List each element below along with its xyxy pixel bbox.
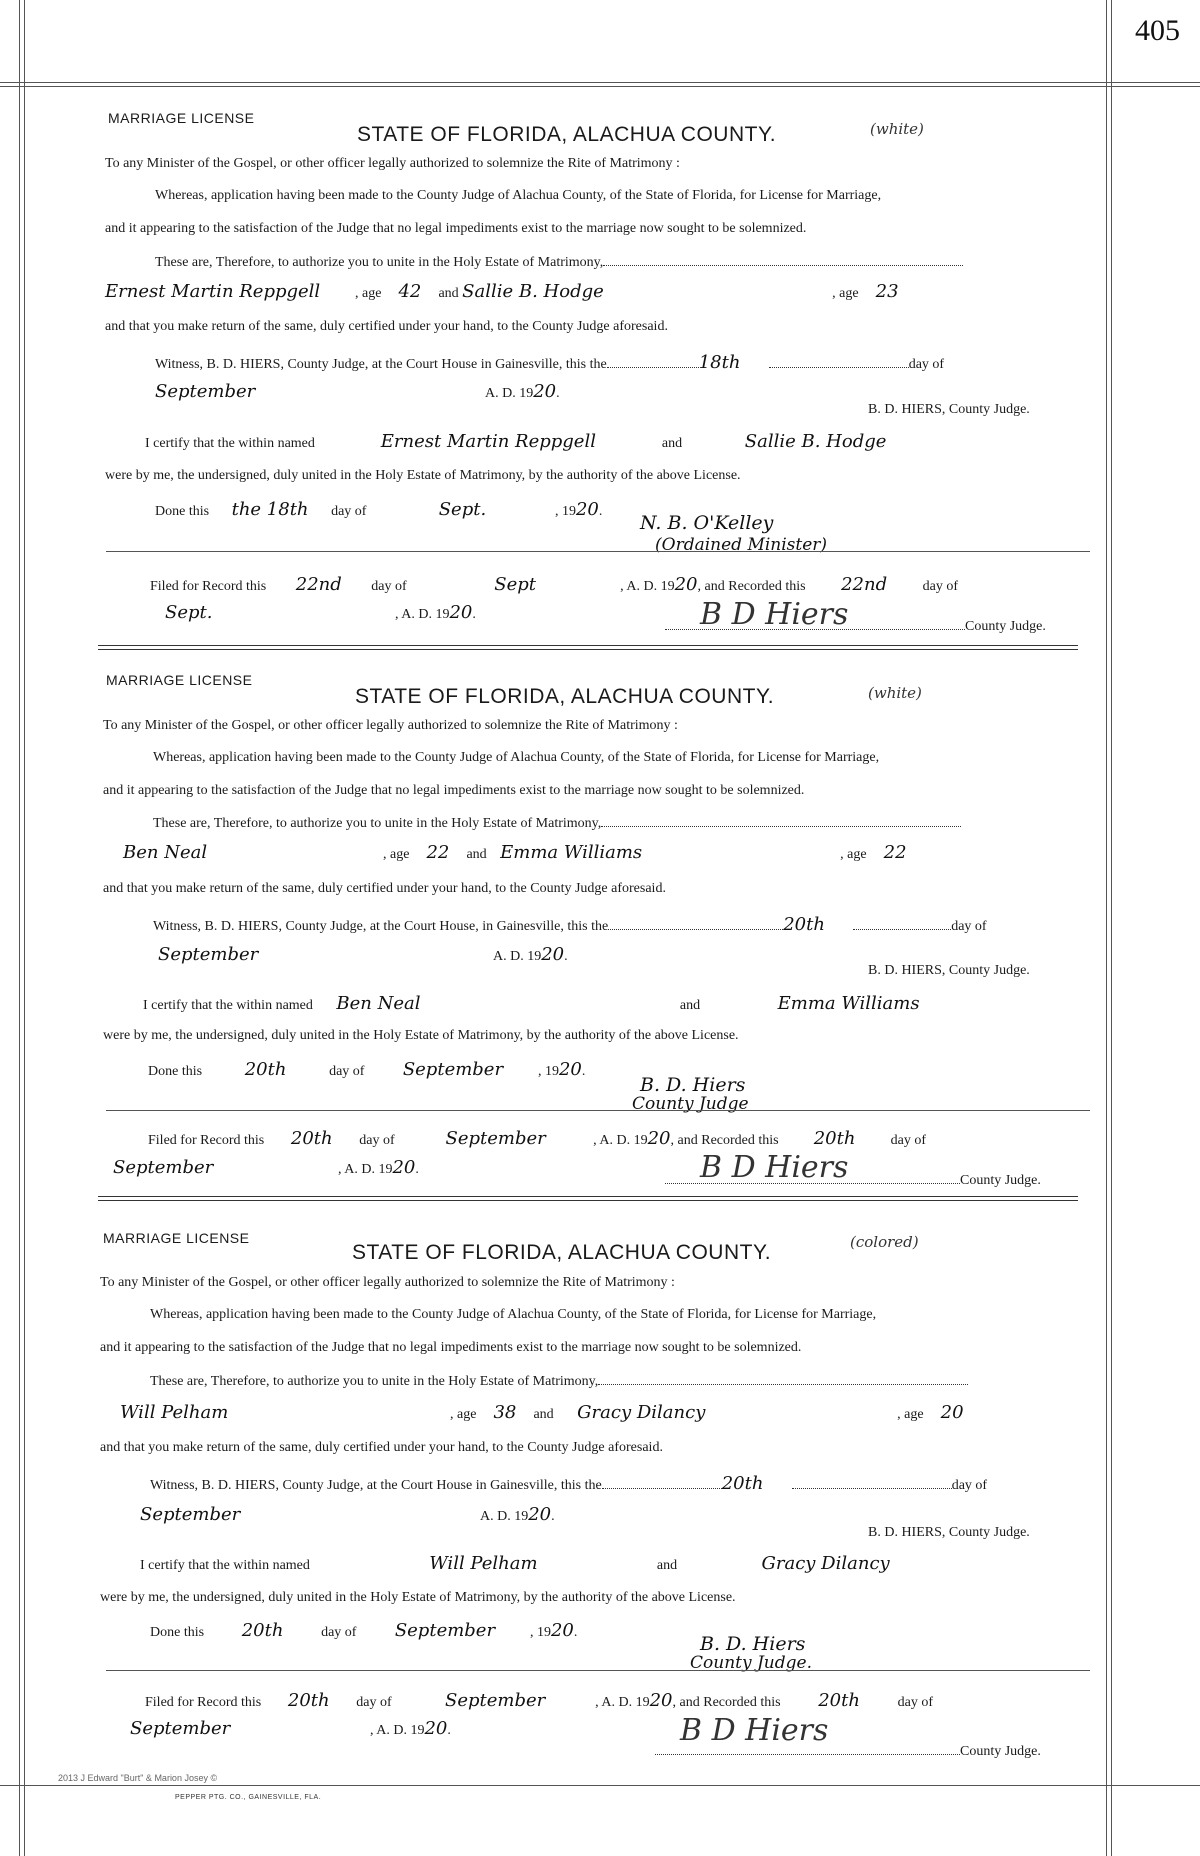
- header-rule: [0, 82, 1200, 83]
- recorded-day: 20th: [818, 1690, 860, 1711]
- recorded-month: September: [113, 1157, 214, 1178]
- certify-line: [145, 431, 946, 452]
- these-are-text: [153, 814, 961, 832]
- certify-line: [140, 1553, 971, 1574]
- day-of: day of: [356, 1695, 392, 1710]
- appearing-text: and it appearing to the satisfaction of the Judge that no legal impediments exist to the marriage now sought to be solemnized.: [100, 1340, 802, 1355]
- filed-label: Filed for Record this: [148, 1133, 265, 1148]
- groom-age: 38: [493, 1402, 517, 1423]
- day-of: day of: [897, 1695, 933, 1710]
- officiant-signature: N. B. O'Kelley: [640, 512, 774, 534]
- witness-day: 20th: [721, 1473, 764, 1494]
- and-label: and: [533, 1407, 554, 1422]
- page-number: 405: [1135, 14, 1180, 47]
- day-of: day of: [890, 1133, 926, 1148]
- witness-text: Witness, B. D. HIERS, County Judge, at the Court House in Gainesville, this the: [155, 357, 607, 372]
- whereas-text: Whereas, application having been made to the County Judge of Alachua County, of the State of Florida, for License for Marriage,: [150, 1307, 877, 1322]
- witness-month: September: [140, 1504, 241, 1525]
- judge-title: B. D. HIERS, County Judge.: [868, 963, 1030, 978]
- parties-line: [100, 1402, 977, 1423]
- appearing-text: and it appearing to the satisfaction of the Judge that no legal impediments exist to the marriage now sought to be solemnized.: [103, 783, 805, 798]
- day-of: day of: [908, 357, 945, 372]
- groom-name: Ernest Martin Reppgell: [105, 281, 321, 302]
- cert-groom: Will Pelham: [429, 1553, 538, 1574]
- by-me-text: were by me, the undersigned, duly united in the Holy Estate of Matrimony, by the authority of the above License.: [105, 468, 741, 483]
- officiant-title: (Ordained Minister): [655, 535, 828, 555]
- judge-signature: B D Hiers: [680, 1713, 829, 1748]
- bride-age: 23: [875, 281, 899, 302]
- return-text: and that you make return of the same, duly certified under your hand, to the County Judge aforesaid.: [105, 319, 668, 334]
- header-rule-2: [0, 86, 1200, 87]
- filed-month: September: [445, 1128, 546, 1149]
- age-label: , age: [383, 847, 410, 862]
- day-of: day of: [321, 1625, 357, 1640]
- whereas-text: Whereas, application having been made to the County Judge of Alachua County, of the State of Florida, for License for Marriage,: [153, 750, 880, 765]
- ad-label: A. D. 19: [480, 1509, 529, 1524]
- witness-line: [155, 352, 944, 373]
- salutation: To any Minister of the Gospel, or other officer legally authorized to solemnize the Rite of Matrimony :: [103, 718, 678, 733]
- day-of: day of: [331, 504, 367, 519]
- these-are-text: [155, 253, 963, 271]
- day-of: day of: [922, 579, 958, 594]
- recorded-date-line: September , A. D. 1920.: [103, 1157, 419, 1178]
- bride-name: Emma Williams: [500, 842, 643, 863]
- witness-text: Witness, B. D. HIERS, County Judge, at the Court House in Gainesville, this the: [150, 1478, 602, 1493]
- copyright-watermark: 2013 J Edward "Burt" & Marion Josey ©: [58, 1773, 218, 1783]
- recorded-day: 22nd: [841, 574, 888, 595]
- these-are-text: [150, 1372, 968, 1390]
- filed-line: Filed for Record this 20th day of September , A. D. 1920, and Recorded this 20th day of: [148, 1128, 926, 1149]
- done-label: Done this: [148, 1064, 203, 1079]
- filed-year: 20: [649, 1690, 673, 1711]
- license-separator: [98, 1196, 1078, 1201]
- cert-bride: Sallie B. Hodge: [744, 431, 887, 452]
- by-me-text: were by me, the undersigned, duly united in the Holy Estate of Matrimony, by the authority of the above License.: [100, 1590, 736, 1605]
- done-line: Done this 20th day of September , 1920.: [148, 1059, 586, 1080]
- filed-line: Filed for Record this 20th day of September , A. D. 1920, and Recorded this 20th day of: [145, 1690, 933, 1711]
- margin-rule-right-2: [1111, 0, 1112, 1856]
- county-judge-line: [655, 1742, 1041, 1760]
- recorded-date-line: September , A. D. 1920.: [100, 1718, 451, 1739]
- recorded-year: 20: [424, 1718, 448, 1739]
- recorded-month: September: [130, 1718, 231, 1739]
- age-label: , age: [832, 286, 859, 301]
- bride-name: Sallie B. Hodge: [462, 281, 604, 302]
- bride-age: 20: [940, 1402, 964, 1423]
- witness-year: 20: [528, 1504, 552, 1525]
- officiant-signature: B. D. Hiers: [640, 1074, 746, 1096]
- and-label: and: [466, 847, 487, 862]
- filed-label: Filed for Record this: [150, 579, 267, 594]
- license-label: MARRIAGE LICENSE: [108, 110, 255, 126]
- bride-age: 22: [883, 842, 907, 863]
- parties-line: [105, 281, 912, 302]
- margin-rule-left: [19, 0, 20, 1856]
- footer-rule: [0, 1785, 1200, 1786]
- witness-day: 18th: [698, 352, 741, 373]
- witness-line: [150, 1473, 987, 1494]
- done-label: Done this: [155, 504, 210, 519]
- whereas-text: Whereas, application having been made to the County Judge of Alachua County, of the State of Florida, for License for Marriage,: [155, 188, 882, 203]
- county-judge-line: [665, 1171, 1041, 1189]
- witness-date-line: September A. D. 1920.: [105, 381, 560, 402]
- officiant-title: County Judge.: [690, 1653, 812, 1673]
- by-me-text: were by me, the undersigned, duly united in the Holy Estate of Matrimony, by the authority of the above License.: [103, 1028, 739, 1043]
- these-are-label: These are, Therefore, to authorize you to unite in the Holy Estate of Matrimony,: [150, 1374, 599, 1389]
- return-text: and that you make return of the same, duly certified under your hand, to the County Judge aforesaid.: [103, 881, 666, 896]
- cert-bride: Gracy Dilancy: [761, 1553, 890, 1574]
- license-label: MARRIAGE LICENSE: [106, 672, 253, 688]
- day-of: day of: [371, 579, 407, 594]
- recorded-date-line: Sept. , A. D. 1920.: [105, 602, 476, 623]
- groom-name: Ben Neal: [123, 842, 208, 863]
- filed-line: Filed for Record this 22nd day of Sept , A. D. 1920, and Recorded this 22nd day of: [150, 574, 958, 595]
- filed-year: 20: [647, 1128, 671, 1149]
- printer-imprint: PEPPER PTG. CO., GAINESVILLE, FLA.: [175, 1794, 322, 1801]
- recorded-day: 20th: [813, 1128, 856, 1149]
- salutation: To any Minister of the Gospel, or other officer legally authorized to solemnize the Rite of Matrimony :: [100, 1275, 675, 1290]
- recorded-label: , and Recorded this: [672, 1695, 781, 1710]
- judge-signature: B D Hiers: [700, 1150, 849, 1185]
- state-heading: STATE OF FLORIDA, ALACHUA COUNTY.: [355, 685, 775, 708]
- groom-name: Will Pelham: [120, 1402, 229, 1423]
- day-of: day of: [951, 1478, 988, 1493]
- certify-text: I certify that the within named: [140, 1558, 310, 1573]
- license-separator: [98, 645, 1078, 650]
- witness-month: September: [158, 944, 259, 965]
- judge-title: B. D. HIERS, County Judge.: [868, 402, 1030, 417]
- county-judge-label: County Judge.: [965, 619, 1046, 634]
- recorded-label: , and Recorded this: [670, 1133, 779, 1148]
- salutation: To any Minister of the Gospel, or other officer legally authorized to solemnize the Rite of Matrimony :: [105, 156, 680, 171]
- done-month: Sept.: [438, 499, 487, 520]
- age-label: , age: [450, 1407, 477, 1422]
- done-line: Done this 20th day of September , 1920.: [150, 1620, 578, 1641]
- return-text: and that you make return of the same, duly certified under your hand, to the County Judge aforesaid.: [100, 1440, 663, 1455]
- margin-rule-left-2: [24, 0, 25, 1856]
- state-heading: STATE OF FLORIDA, ALACHUA COUNTY.: [357, 123, 777, 146]
- ad-label: A. D. 19: [493, 949, 542, 964]
- officiant-signature: B. D. Hiers: [700, 1633, 806, 1655]
- done-month: September: [394, 1620, 496, 1641]
- section-rule: [106, 1110, 1090, 1111]
- recorded-label: , and Recorded this: [697, 579, 806, 594]
- age-label: , age: [840, 847, 867, 862]
- witness-date-line: September A. D. 1920.: [100, 1504, 555, 1525]
- day-of: day of: [951, 919, 987, 934]
- cert-groom: Ernest Martin Reppgell: [380, 431, 596, 452]
- cert-groom: Ben Neal: [336, 993, 421, 1014]
- filed-year: 20: [674, 574, 698, 595]
- filed-day: 22nd: [295, 574, 342, 595]
- state-heading: STATE OF FLORIDA, ALACHUA COUNTY.: [352, 1241, 772, 1264]
- done-line: Done this the 18th day of Sept. , 1920.: [155, 499, 603, 520]
- appearing-text: and it appearing to the satisfaction of the Judge that no legal impediments exist to the marriage now sought to be solemnized.: [105, 221, 807, 236]
- filed-label: Filed for Record this: [145, 1695, 262, 1710]
- done-year: 20: [575, 499, 599, 520]
- and-label: and: [679, 998, 701, 1013]
- and-label: and: [656, 1558, 678, 1573]
- county-judge-label: County Judge.: [960, 1173, 1041, 1188]
- day-of: day of: [359, 1133, 395, 1148]
- recorded-year: 20: [449, 602, 473, 623]
- witness-line: [153, 914, 987, 935]
- parties-line: [103, 842, 920, 863]
- done-year: 20: [550, 1620, 574, 1641]
- day-of: day of: [329, 1064, 365, 1079]
- age-label: , age: [897, 1407, 924, 1422]
- and-label: and: [438, 286, 459, 301]
- judge-title: B. D. HIERS, County Judge.: [868, 1525, 1030, 1540]
- county-judge-line: [665, 617, 1046, 635]
- ad-label: A. D. 19: [485, 386, 534, 401]
- recorded-year: 20: [392, 1157, 416, 1178]
- license-label: MARRIAGE LICENSE: [103, 1230, 250, 1246]
- filed-month: Sept: [494, 574, 537, 595]
- groom-age: 42: [398, 281, 422, 302]
- race-note: (white): [870, 120, 924, 138]
- race-note: (colored): [850, 1233, 919, 1251]
- witness-date-line: September A. D. 1920.: [103, 944, 568, 965]
- these-are-label: These are, Therefore, to authorize you to unite in the Holy Estate of Matrimony,: [153, 816, 602, 831]
- margin-rule-right: [1106, 0, 1107, 1856]
- groom-age: 22: [426, 842, 450, 863]
- race-note: (white): [868, 684, 922, 702]
- witness-year: 20: [533, 381, 557, 402]
- section-rule: [106, 551, 1090, 552]
- officiant-title: County Judge: [632, 1094, 749, 1114]
- witness-year: 20: [541, 944, 565, 965]
- certify-line: [143, 993, 994, 1014]
- done-month: September: [402, 1059, 504, 1080]
- bride-name: Gracy Dilancy: [577, 1402, 706, 1423]
- done-day: 20th: [244, 1059, 287, 1080]
- filed-day: 20th: [287, 1690, 330, 1711]
- age-label: , age: [355, 286, 382, 301]
- filed-day: 20th: [290, 1128, 333, 1149]
- these-are-label: These are, Therefore, to authorize you to unite in the Holy Estate of Matrimony,: [155, 255, 604, 270]
- cert-bride: Emma Williams: [777, 993, 920, 1014]
- certify-text: I certify that the within named: [143, 998, 313, 1013]
- certify-text: I certify that the within named: [145, 436, 315, 451]
- witness-text: Witness, B. D. HIERS, County Judge, at the Court House, in Gainesville, this the: [153, 919, 609, 934]
- county-judge-label: County Judge.: [960, 1744, 1041, 1759]
- done-day: 20th: [241, 1620, 284, 1641]
- witness-day: 20th: [783, 914, 825, 935]
- judge-signature: B D Hiers: [700, 597, 849, 632]
- done-label: Done this: [150, 1625, 205, 1640]
- recorded-month: Sept.: [165, 602, 213, 623]
- section-rule: [106, 1670, 1090, 1671]
- filed-month: September: [445, 1690, 546, 1711]
- and-label: and: [661, 436, 683, 451]
- witness-month: September: [155, 381, 256, 402]
- done-year: 20: [558, 1059, 582, 1080]
- done-day: the 18th: [231, 499, 309, 520]
